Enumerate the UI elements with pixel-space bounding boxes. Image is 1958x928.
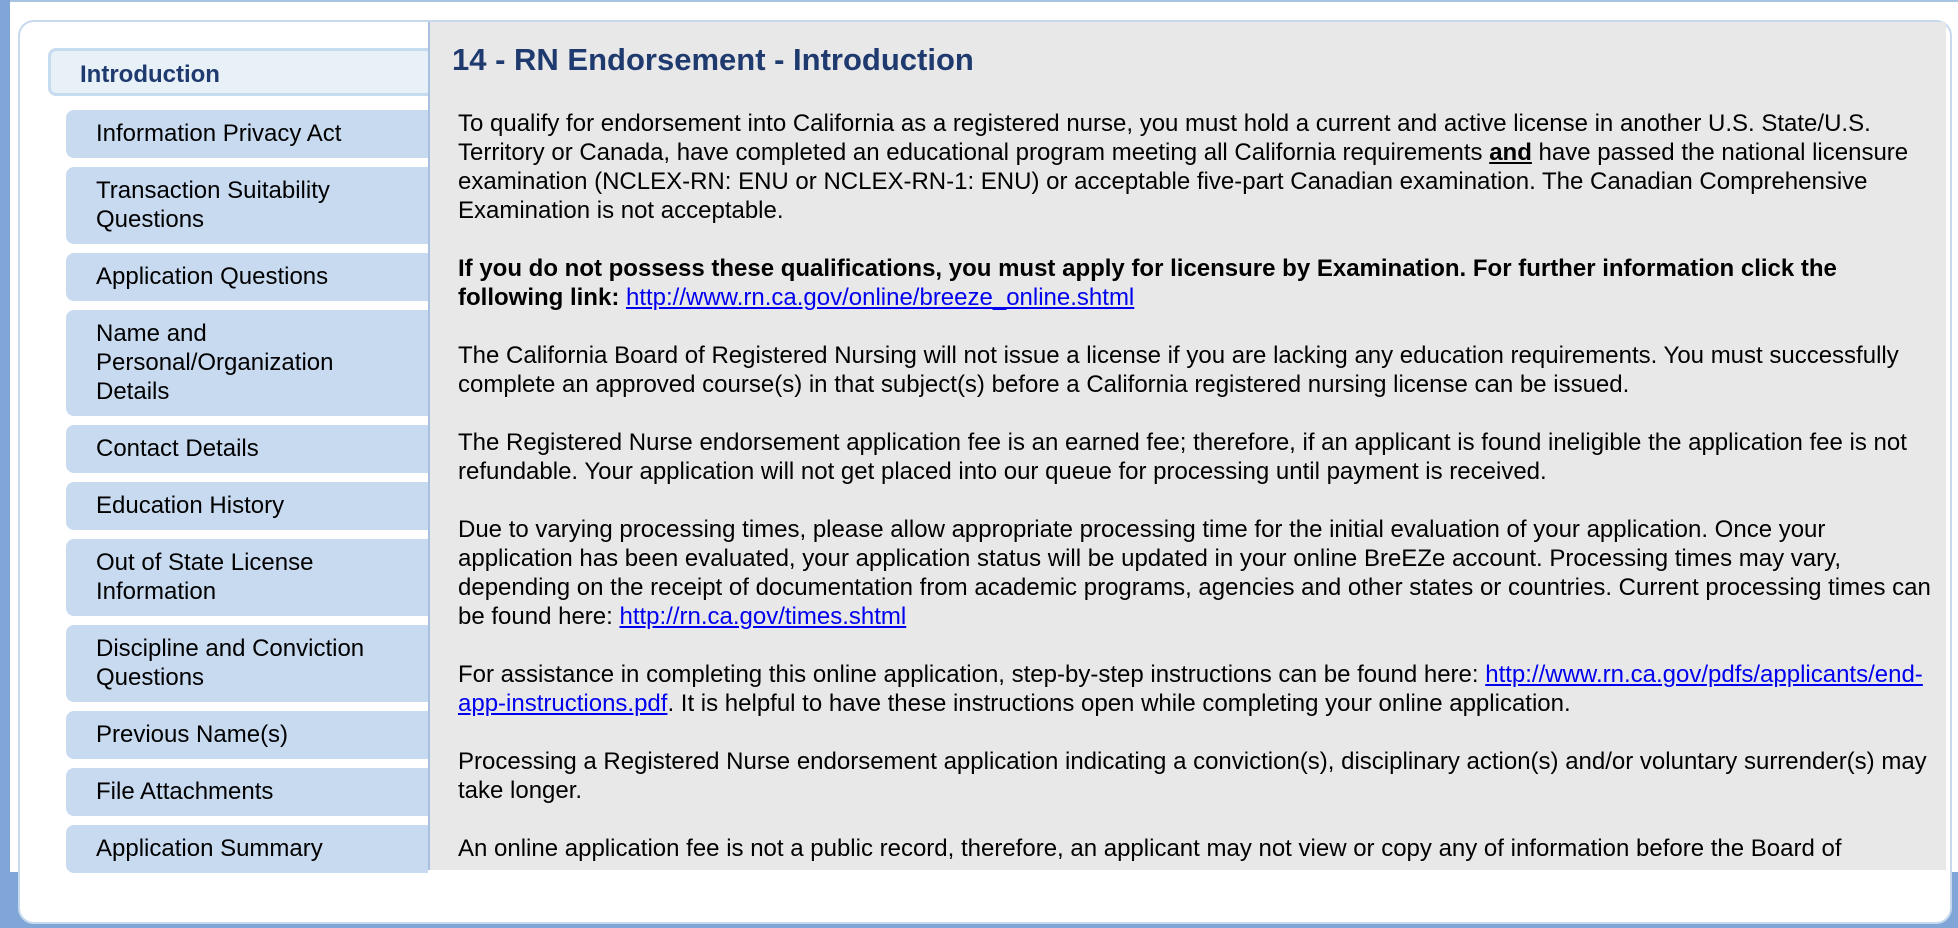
assistance-text: For assistance in completing this online application, step-by-step instructions can be found here: xyxy=(458,661,1486,688)
paragraph-qualifications xyxy=(458,109,1938,225)
sidebar-item-application-summary[interactable]: Application Summary xyxy=(66,825,428,873)
paragraph-conviction: Processing a Registered Nurse endorsement application indicating a conviction(s), disciplinary action(s) and/or voluntary surrender(s) may take longer. xyxy=(458,748,1927,804)
sidebar-item-transaction-suitability-questions[interactable]: Transaction Suitability Questions xyxy=(66,167,428,244)
sidebar-item-discipline-conviction[interactable]: Discipline and Conviction Questions xyxy=(66,625,428,702)
paragraph-public-record: An online application fee is not a public record, therefore, an applicant may not view or copy any of information before the Board of xyxy=(458,835,1842,862)
sidebar-item-application-questions[interactable]: Application Questions xyxy=(66,253,428,301)
sidebar-item-previous-names[interactable]: Previous Name(s) xyxy=(66,711,428,759)
sidebar-item-information-privacy-act[interactable]: Information Privacy Act xyxy=(66,110,428,158)
sidebar-item-out-of-state-license[interactable]: Out of State License Information xyxy=(66,539,428,616)
main-content xyxy=(430,22,1946,870)
paragraph-education-requirements: The California Board of Registered Nursing will not issue a license if you are lacking any education requirements. You must successfully complete an approved course(s) in that subject(s) before a California registered nursing license can be issued. xyxy=(458,342,1899,398)
sidebar-item-name-personal-details[interactable]: Name and Personal/Organization Details xyxy=(66,310,428,416)
sidebar-item-contact-details[interactable]: Contact Details xyxy=(66,425,428,473)
processing-text: Due to varying processing times, please allow appropriate processing time for the initial evaluation of your application. Once your application has been evaluated, your application status will be updated in your online BreEZe account. Processing times may vary, depending on the receipt of documentation from academic programs, agencies and other states or countries. Current processing times can be found here: xyxy=(458,516,1931,630)
qualifications-text: To qualify for endorsement into California as a registered nurse, you must hold a current and active license in another U.S. State/U.S. Territory or Canada, have completed an educational program meeting all California requirements xyxy=(458,110,1871,166)
page-title: 14 - RN Endorsement - Introduction xyxy=(452,42,974,77)
examination-text: If you do not possess these qualifications, you must apply for licensure by Examination. For further information click the following link: xyxy=(458,255,1837,311)
paragraph-assistance xyxy=(458,660,1938,718)
paragraph-processing-times xyxy=(458,515,1938,631)
sidebar-item-education-history[interactable]: Education History xyxy=(66,482,428,530)
qualifications-text-cont: have passed the national licensure examination (NCLEX-RN: ENU or NCLEX-RN-1: ENU) or acceptable five-part Canadian examination. The Canadian Comprehensive Examination is not acceptable. xyxy=(458,139,1909,224)
assistance-text-after: . It is helpful to have these instructions open while completing your online application. xyxy=(667,690,1571,717)
sidebar-item-file-attachments[interactable]: File Attachments xyxy=(66,768,428,816)
sidebar-item-introduction[interactable]: Introduction xyxy=(48,48,428,96)
paragraph-examination xyxy=(458,254,1938,312)
sidebar-nav-list xyxy=(66,110,428,882)
sidebar xyxy=(28,28,428,928)
instructions-pdf-link[interactable]: http://www.rn.ca.gov/pdfs/applicants/end-app-instructions.pdf xyxy=(458,661,1923,717)
intro-text xyxy=(458,109,1938,870)
processing-times-link[interactable]: http://rn.ca.gov/times.shtml xyxy=(619,603,907,630)
breeze-online-link[interactable]: http://www.rn.ca.gov/online/breeze_online.shtml xyxy=(625,284,1135,311)
paragraph-fee: The Registered Nurse endorsement application fee is an earned fee; therefore, if an applicant is found ineligible the application fee is not refundable. Your application will not get placed into our queue for processing until payment is received. xyxy=(458,429,1907,485)
emphasis-and: and xyxy=(1489,139,1532,166)
